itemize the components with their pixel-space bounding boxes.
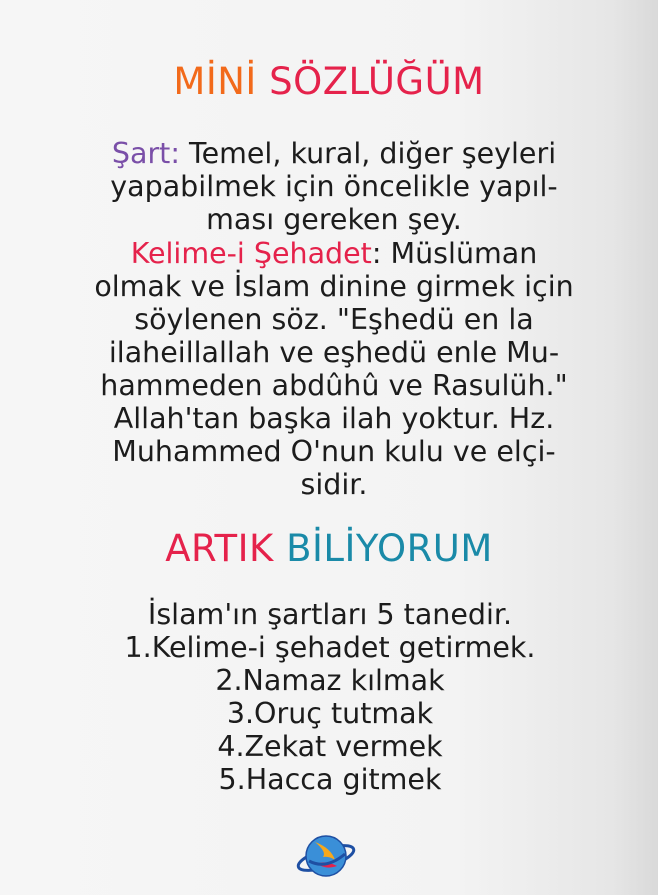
summary-item: 1.Kelime-i şehadet getirmek.: [124, 631, 536, 664]
glossary-term: Kelime-i Şehadet: [130, 237, 372, 270]
summary-item: 3.Oruç tutmak: [226, 697, 434, 730]
summary-item: 4.Zekat vermek: [217, 730, 443, 763]
summary-list: [60, 598, 600, 796]
summary-item: 5.Hacca gitmek: [218, 763, 442, 796]
summary-intro: İslam'ın şartları 5 tanedir.: [147, 598, 513, 631]
summary-item: 2.Namaz kılmak: [215, 664, 445, 697]
glossary-heading-word1: MİNİ: [173, 60, 257, 103]
glossary-heading-word2: SÖZLÜĞÜM: [269, 60, 485, 103]
publisher-logo-icon: [295, 830, 357, 882]
summary-heading-word1: ARTIK: [165, 527, 274, 570]
glossary-definition: Temel, kural, diğer şeyleri yapabilmek için öncelikle yapıl-ması gereken şey.: [110, 137, 558, 236]
glossary-definition: : Müslüman olmak ve İslam dinine girmek için söylenen söz. "Eşhedü en la ilaheillallah ve eşhedü enle Mu-hammeden abdûhû ve Rasulüh." Allah'tan başka ilah yoktur. Hz. Muhammed O'nun kulu ve elçi-sidir.: [94, 237, 574, 501]
summary-heading-word2: BİLİYORUM: [286, 527, 493, 570]
glossary-heading: [0, 60, 658, 103]
glossary-term: Şart:: [111, 137, 180, 170]
glossary-entry-kelime-i-sehadet: [84, 237, 584, 501]
glossary-entry-sart: [84, 137, 584, 236]
summary-heading: [0, 527, 658, 570]
